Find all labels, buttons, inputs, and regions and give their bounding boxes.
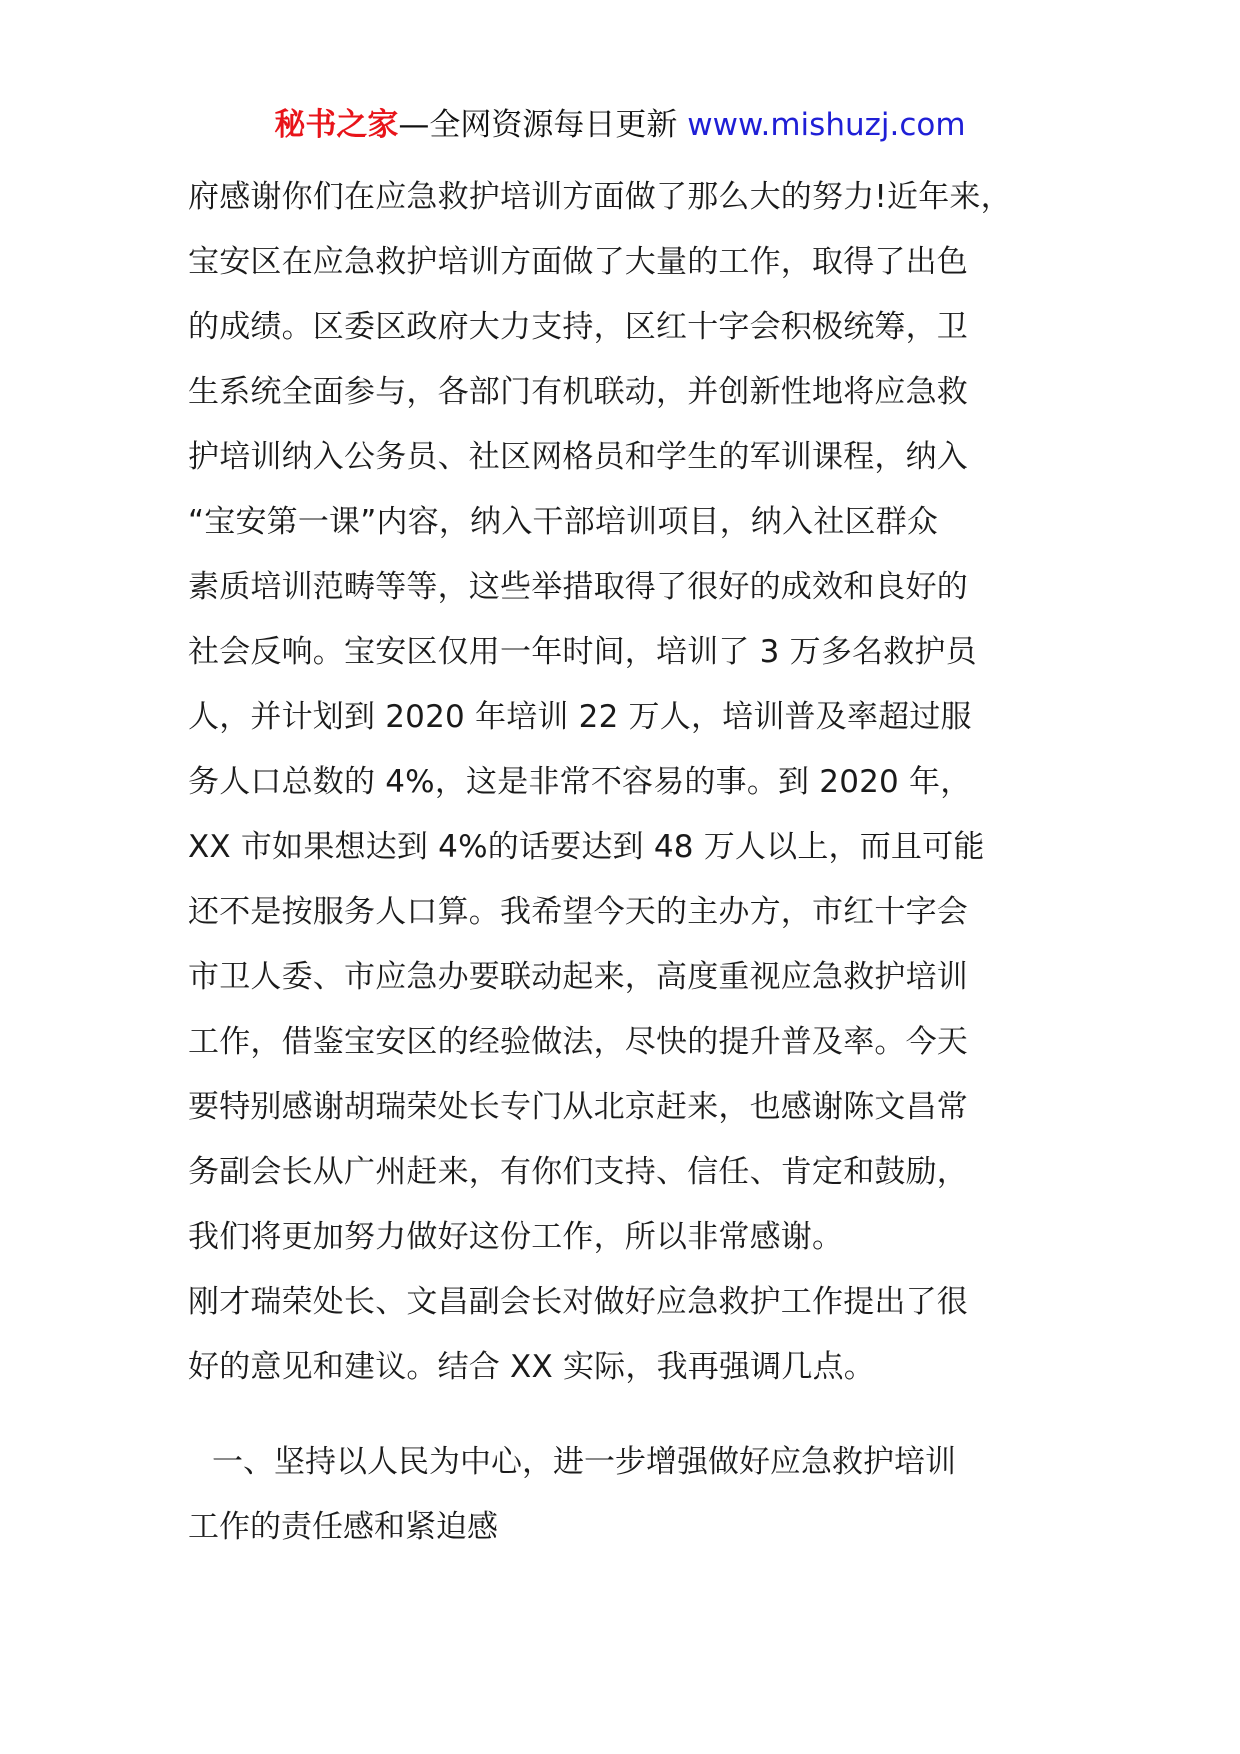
site-url-link[interactable]: www.mishuzj.com bbox=[687, 107, 966, 143]
header-tagline: —全网资源每日更新 bbox=[398, 107, 688, 143]
section-spacer bbox=[188, 1400, 1088, 1430]
text-line: 的成绩。区委区政府大力支持，区红十字会积极统筹，卫 bbox=[188, 309, 968, 345]
document-body bbox=[188, 165, 1088, 1560]
text-line: 生系统全面参与，各部门有机联动，并创新性地将应急救 bbox=[188, 374, 968, 410]
section-heading-1 bbox=[188, 1430, 1088, 1560]
paragraph-1 bbox=[188, 165, 1088, 1270]
text-line: 府感谢你们在应急救护培训方面做了那么大的努力!近年来， bbox=[188, 179, 1012, 215]
text-line: 市卫人委、市应急办要联动起来，高度重视应急救护培训 bbox=[188, 959, 968, 995]
text-line: 我们将更加努力做好这份工作，所以非常感谢。 bbox=[188, 1219, 844, 1255]
text-line: 务副会长从广州赶来，有你们支持、信任、肯定和鼓励， bbox=[188, 1154, 968, 1190]
text-line: 素质培训范畴等等，这些举措取得了很好的成效和良好的 bbox=[188, 569, 968, 605]
heading-line: 一、坚持以人民为中心，进一步增强做好应急救护培训 bbox=[212, 1444, 956, 1480]
paragraph-2 bbox=[188, 1270, 1088, 1400]
text-line: 社会反响。宝安区仅用一年时间，培训了 3 万多名救护员 bbox=[188, 634, 977, 670]
text-line: 宝安区在应急救护培训方面做了大量的工作，取得了出色 bbox=[188, 244, 968, 280]
brand-name: 秘书之家 bbox=[274, 107, 399, 143]
text-line: “宝安第一课”内容，纳入干部培训项目，纳入社区群众 bbox=[188, 504, 939, 540]
heading-line: 工作的责任感和紧迫感 bbox=[188, 1509, 498, 1545]
text-line: 要特别感谢胡瑞荣处长专门从北京赶来，也感谢陈文昌常 bbox=[188, 1089, 968, 1125]
text-line: 务人口总数的 4%，这是非常不容易的事。到 2020 年， bbox=[188, 764, 972, 800]
text-line: 还不是按服务人口算。我希望今天的主办方，市红十字会 bbox=[188, 894, 968, 930]
text-line: 工作，借鉴宝安区的经验做法，尽快的提升普及率。今天 bbox=[188, 1024, 968, 1060]
text-line: 刚才瑞荣处长、文昌副会长对做好应急救护工作提出了很 bbox=[188, 1284, 968, 1320]
text-line: XX 市如果想达到 4%的话要达到 48 万人以上，而且可能 bbox=[188, 829, 985, 865]
text-line: 好的意见和建议。结合 XX 实际，我再强调几点。 bbox=[188, 1349, 875, 1385]
text-line: 护培训纳入公务员、社区网格员和学生的军训课程，纳入 bbox=[188, 439, 968, 475]
text-line: 人，并计划到 2020 年培训 22 万人，培训普及率超过服 bbox=[188, 699, 972, 735]
page-header bbox=[0, 100, 1240, 150]
